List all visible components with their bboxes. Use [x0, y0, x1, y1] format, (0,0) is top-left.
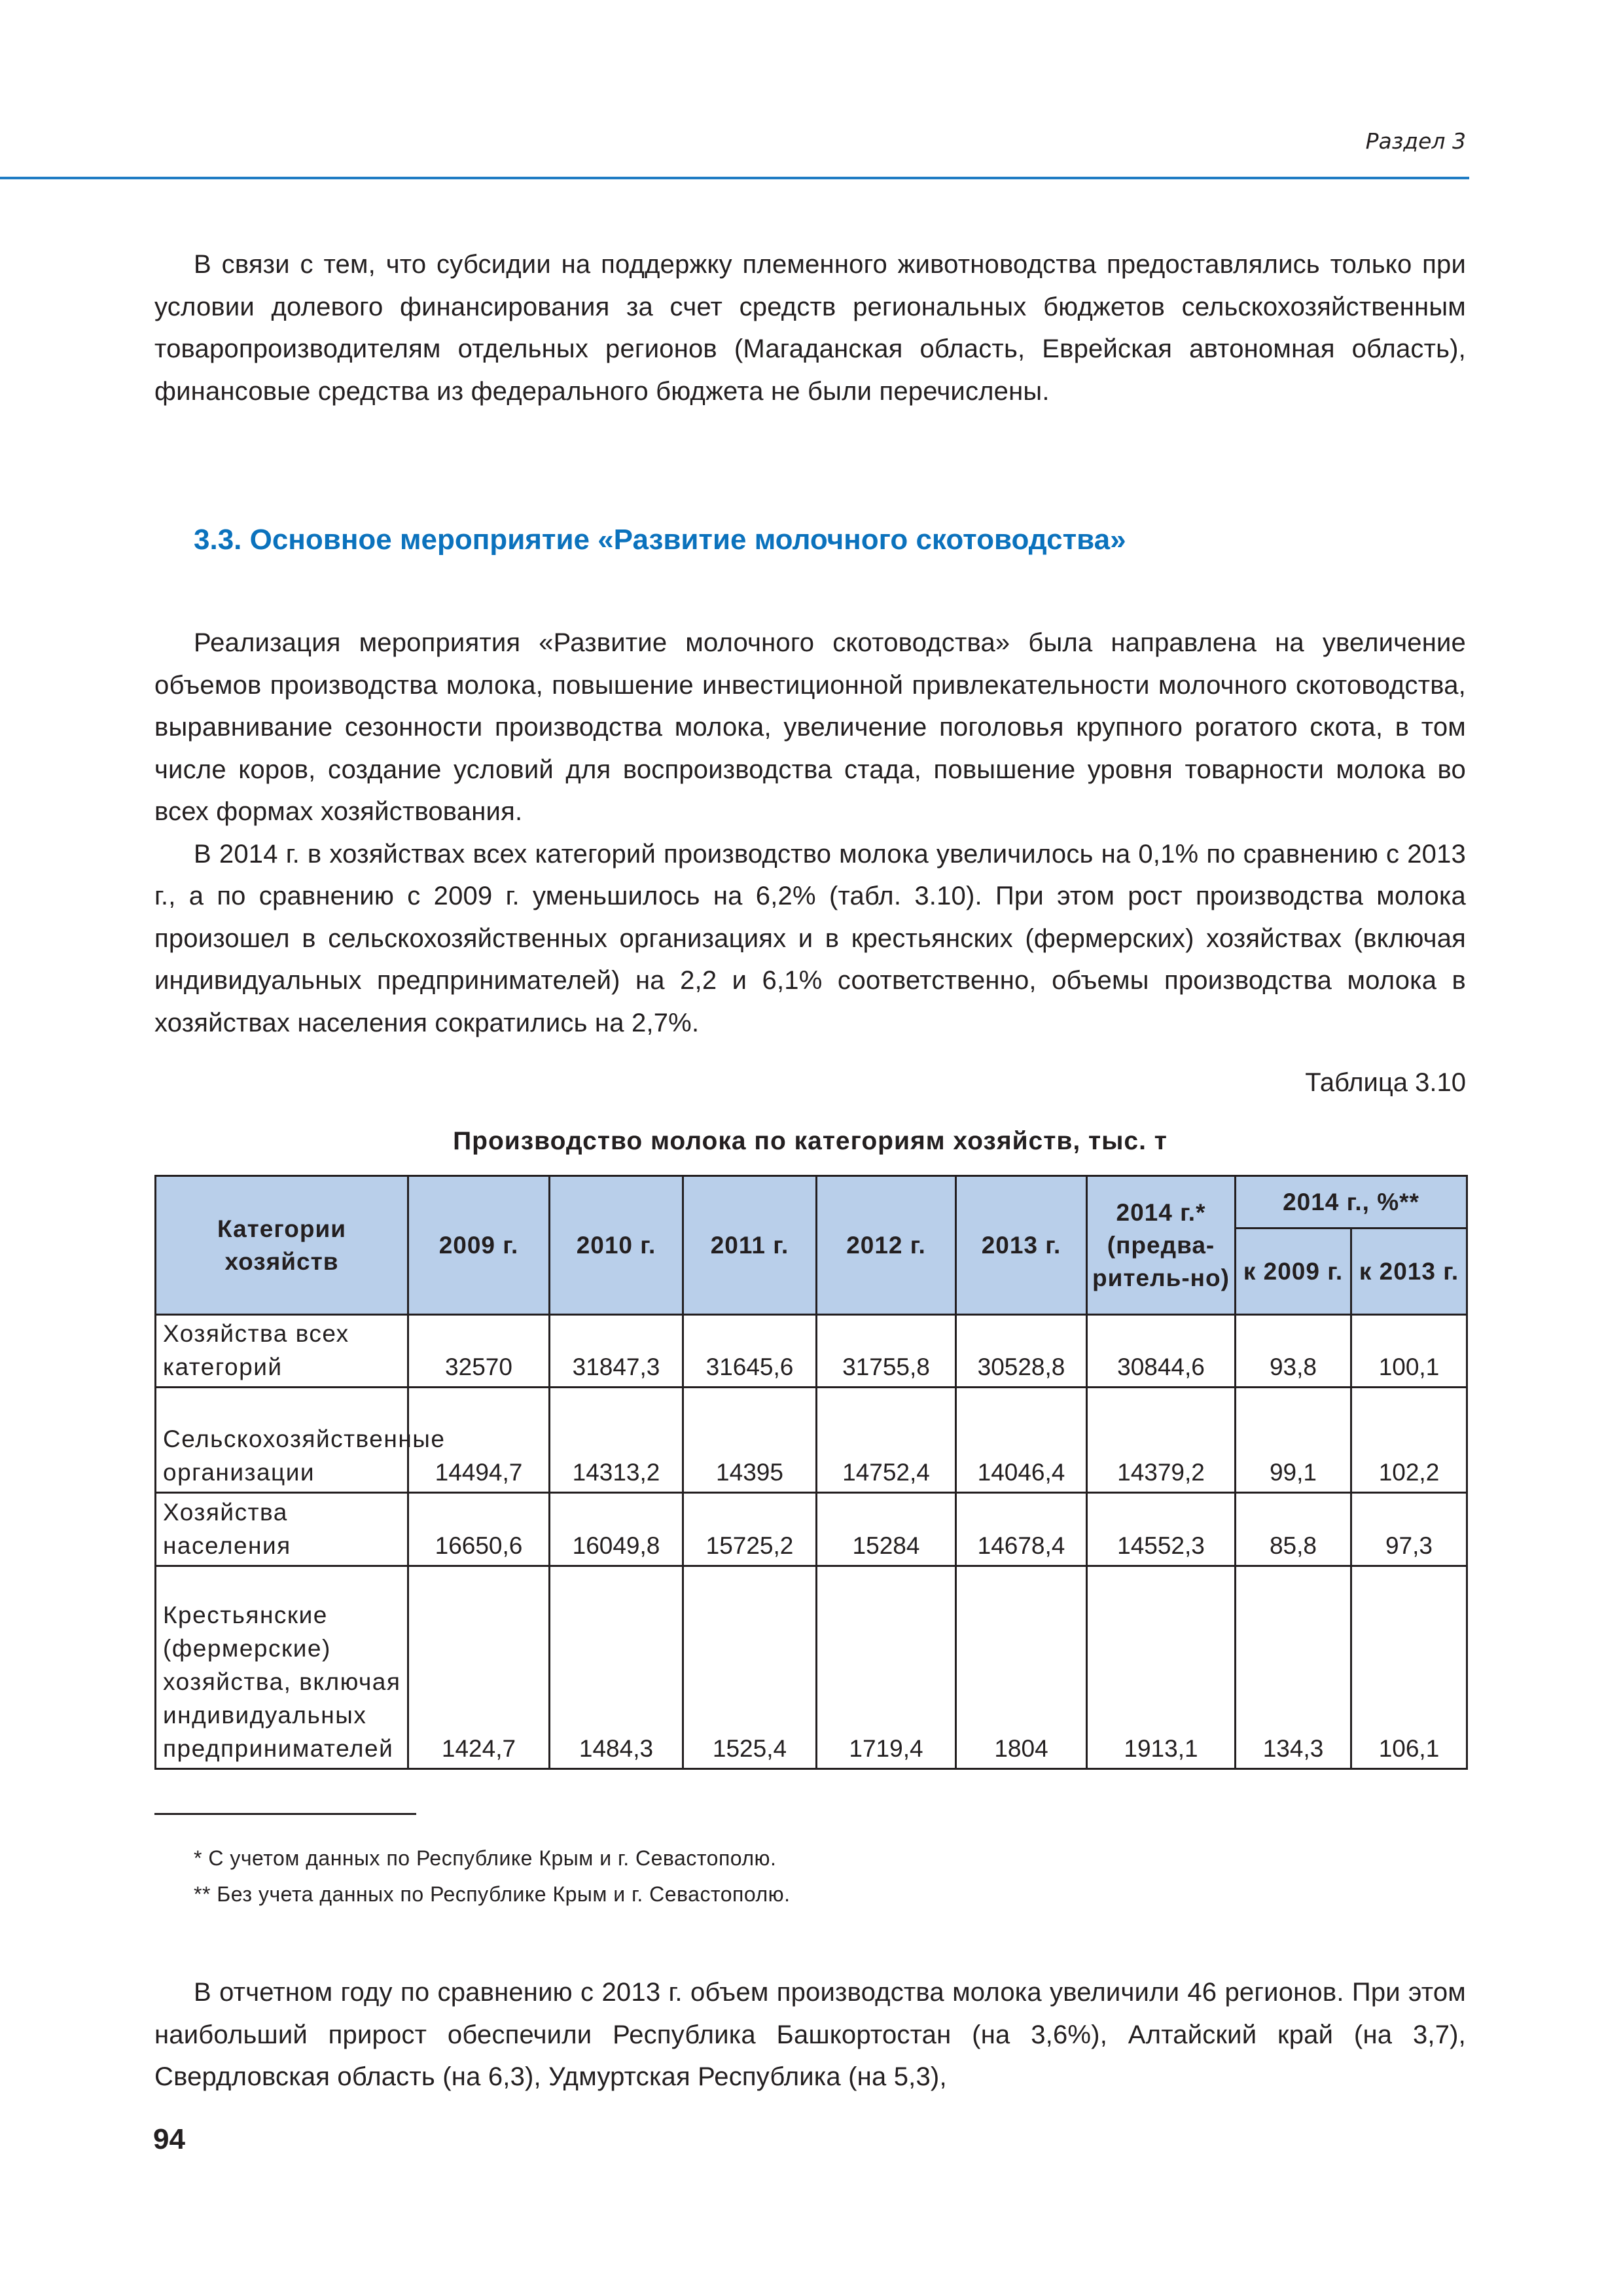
cell-2012: 14752,4: [817, 1388, 956, 1493]
table-row: [156, 1493, 1467, 1566]
cell-2009: 16650,6: [408, 1493, 550, 1566]
row-category: Хозяйства всех категорий: [156, 1315, 408, 1388]
cell-pct-2013: 106,1: [1351, 1566, 1467, 1769]
closing-paragraph-block: [154, 1971, 1466, 2098]
header-2010: 2010 г.: [550, 1176, 683, 1315]
cell-pct-2013: 97,3: [1351, 1493, 1467, 1566]
cell-2013: 14678,4: [956, 1493, 1087, 1566]
cell-2012: 1719,4: [817, 1566, 956, 1769]
cell-2010: 1484,3: [550, 1566, 683, 1769]
header-2012: 2012 г.: [817, 1176, 956, 1315]
header-2014-preliminary: 2014 г.* (предва-ритель-но): [1087, 1176, 1236, 1315]
table-row: [156, 1315, 1467, 1388]
table-row: [156, 1388, 1467, 1493]
header-rule: [0, 177, 1469, 179]
section-heading: 3.3. Основное мероприятие «Развитие молочного скотоводства»: [194, 524, 1126, 556]
cell-pct-2013: 100,1: [1351, 1315, 1467, 1388]
cell-pct-2013: 102,2: [1351, 1388, 1467, 1493]
cell-2011: 31645,6: [683, 1315, 817, 1388]
row-category: Крестьянские (фермерские) хозяйства, включая индивидуальных предпринимателей: [156, 1566, 408, 1769]
cell-pct-2009: 134,3: [1236, 1566, 1351, 1769]
cell-pct-2009: 99,1: [1236, 1388, 1351, 1493]
cell-2009: 32570: [408, 1315, 550, 1388]
cell-2010: 14313,2: [550, 1388, 683, 1493]
section-body: [154, 622, 1466, 1044]
cell-2013: 1804: [956, 1566, 1087, 1769]
section-paragraph-2: В 2014 г. в хозяйствах всех категорий производство молока увеличилось на 0,1% по сравнению с 2013 г., а по сравнению с 2009 г. уменьшилось на 6,2% (табл. 3.10). При этом рост производства молока произошел в сельскохозяйственных организациях и в крестьянских (фермерских) хозяйствах (включая индивидуальных предпринимателей) на 2,2 и 6,1% соответственно, объемы производства молока в хозяйствах населения сократились на 2,7%.: [154, 839, 1466, 1037]
cell-2012: 31755,8: [817, 1315, 956, 1388]
intro-paragraph-block: [154, 243, 1466, 412]
header-2013: 2013 г.: [956, 1176, 1087, 1315]
cell-2014: 14379,2: [1087, 1388, 1236, 1493]
row-category: Хозяйства населения: [156, 1493, 408, 1566]
header-2009: 2009 г.: [408, 1176, 550, 1315]
table-row: [156, 1566, 1467, 1769]
table-number: Таблица 3.10: [1305, 1068, 1466, 1097]
cell-2010: 16049,8: [550, 1493, 683, 1566]
header-2014-percent-group: 2014 г., %**: [1236, 1176, 1467, 1229]
cell-2014: 30844,6: [1087, 1315, 1236, 1388]
cell-2011: 1525,4: [683, 1566, 817, 1769]
cell-2011: 15725,2: [683, 1493, 817, 1566]
footnote-2: ** Без учета данных по Республике Крым и г. Севастополю.: [194, 1882, 791, 1906]
footnotes: [194, 1840, 791, 1912]
header-pct-2013: к 2013 г.: [1351, 1229, 1467, 1315]
cell-2009: 14494,7: [408, 1388, 550, 1493]
cell-2013: 14046,4: [956, 1388, 1087, 1493]
header-2011: 2011 г.: [683, 1176, 817, 1315]
cell-2012: 15284: [817, 1493, 956, 1566]
cell-2014: 1913,1: [1087, 1566, 1236, 1769]
header-category: Категории хозяйств: [156, 1176, 408, 1315]
milk-production-table: [154, 1175, 1468, 1770]
row-category: Сельскохозяйственные организации: [156, 1388, 408, 1493]
table-caption: Производство молока по категориям хозяйств, тыс. т: [453, 1127, 1168, 1155]
cell-2010: 31847,3: [550, 1315, 683, 1388]
cell-2009: 1424,7: [408, 1566, 550, 1769]
cell-2013: 30528,8: [956, 1315, 1087, 1388]
cell-pct-2009: 85,8: [1236, 1493, 1351, 1566]
running-head: Раздел 3: [1365, 128, 1466, 154]
cell-2011: 14395: [683, 1388, 817, 1493]
footnote-rule: [154, 1813, 416, 1815]
footnote-1: * С учетом данных по Республике Крым и г. Севастополю.: [194, 1846, 777, 1870]
section-paragraph-1: Реализация мероприятия «Развитие молочного скотоводства» была направлена на увеличение объемов производства молока, повышение инвестиционной привлекательности молочного скотоводства, выравнивание сезонности производства молока, увеличение поголовья крупного рогатого скота, в том числе коров, создание условий для воспроизводства стада, повышение уровня товарности молока во всех формах хозяйствования.: [154, 628, 1466, 826]
header-pct-2009: к 2009 г.: [1236, 1229, 1351, 1315]
cell-2014: 14552,3: [1087, 1493, 1236, 1566]
closing-paragraph: В отчетном году по сравнению с 2013 г. объем производства молока увеличили 46 регионов. При этом наибольший прирост обеспечили Республика Башкортостан (на 3,6%), Алтайский край (на 3,7), Свердловская область (на 6,3), Удмуртская Республика (на 5,3),: [154, 1978, 1466, 2091]
page-number: 94: [153, 2123, 185, 2155]
intro-paragraph: В связи с тем, что субсидии на поддержку племенного животноводства предоставлялись только при условии долевого финансирования за счет средств региональных бюджетов сельскохозяйственным товаропроизводителям отдельных регионов (Магаданская область, Еврейская автономная область), финансовые средства из федерального бюджета не были перечислены.: [154, 250, 1466, 406]
cell-pct-2009: 93,8: [1236, 1315, 1351, 1388]
